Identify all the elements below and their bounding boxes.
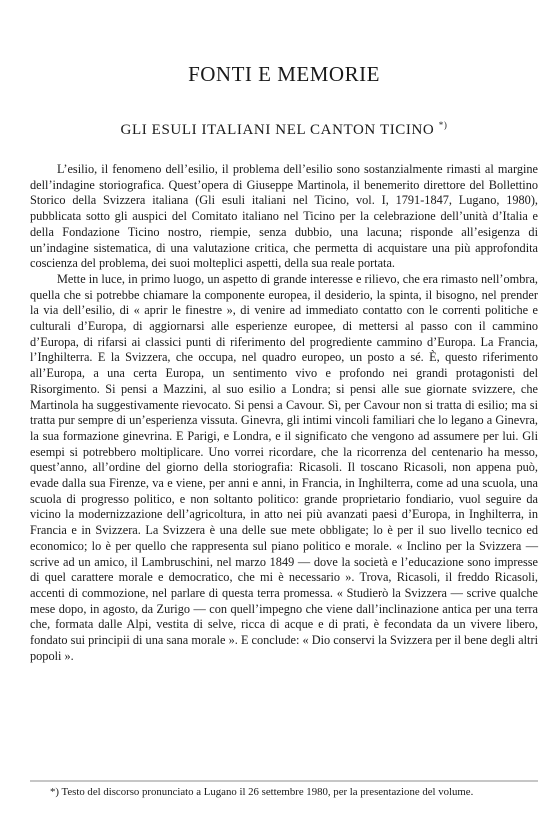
section-title: FONTI E MEMORIE xyxy=(188,62,380,86)
body-paragraph: Mette in luce, in primo luogo, un aspetto di grande interesse e rilievo, che era rimasto nell’ombra, quella che si potrebbe chiamare la componente europea, il desiderio, la spinta, il bisogno, nel prender la via dell’esilio, di « aprir le finestre », di venire ad immediato contatto con le correnti politiche e culturali d’Europa, di aggiornarsi alle esperienze europee, di mettersi al passo con il cammino d’Europa, di rifarsi ai classici punti di riferimento del progrediente cammino d’Europa. La Francia, l’Inghilterra. E la Svizzera, che occupa, nel quadro europeo, un posto a sé. È, questo riferimento all’Europa, a una certa Europa, un sentimento vivo e profondo nei grandi protagonisti del Risorgimento. Si pensi a Mazzini, al suo esilio a Londra; si pensi alle sue giornate svizzere, che Martinola ha suggestivamente rievocato. Si pensi a Cavour. Sì, per Cavour non si tratta di esilio; ma si tratta pur sempre di un’esperienza vissuta. Ginevra, gli intimi vincoli familiari che lo legano a Ginevra, la sua formazione ginevrina. E Parigi, e Londra, e il significato che vengono ad assumere per lui. Gli esempi si potrebbero moltiplicare. Uno vorrei ricordare, che la ricorrenza del centenario ha messo, quest’anno, all’ordine del giorno della storiografia: Ricasoli. Il toscano Ricasoli, non appena può, evade dalla sua Firenze, va e viene, per anni e anni, in Francia, in Inghilterra, come ad una scuola, una scuola di progresso politico, e non soltanto politico: grande proprietario fondiario, vuol seguire da vicino la modernizzazione dell’agricoltura, in atto nei più avanzati paesi d’Europa, in Inghilterra, in Francia e in Svizzera. La Svizzera è una delle sue mete obbligate; lo è per il suo livello tecnico ed economico; lo è per quello che rappresenta sul piano politico e morale. « Inclino per la Svizzera — scrive ad un amico, il Lambruschini, nel marzo 1849 — dove la società e l’educazione sono impresse di quel carattere morale e democratico, che mi è necessario ». Trova, Ricasoli, il freddo Ricasoli, accenti di commozione, nel parlare di questa terra promessa. « Studierò la Svizzera — scrive qualche mese dopo, in agosto, da Zurigo — con quell’impegno che viene dall’inclinazione antica per una terra che, formata dalle Alpi, vestita di selve, ricca di acque e di prati, è fecondata da un vivere libero, fondato sui principii di una sana morale ». E conclude: « Dio conservi la Svizzera per il bene degli altri popoli ». xyxy=(30,271,538,663)
footnote: *) Testo del discorso pronunciato a Lugano il 26 settembre 1980, per la presentazione del volume. xyxy=(50,786,474,798)
footnote-separator xyxy=(30,780,538,782)
footnote-marker: *) xyxy=(438,120,448,130)
body-paragraph: L’esilio, il fenomeno dell’esilio, il problema dell’esilio sono sostanzialmente rimasti al margine dell’indagine storiografica. Quest’opera di Giuseppe Martinola, il benemerito direttore del Bollettino Storico della Svizzera italiana (Gli esuli italiani nel Ticino, vol. I, 1791-1847, Lugano, 1980), pubblicata sotto gli auspici del Comitato italiano nel Ticino per la celebrazione dell’unità d’Italia e della Fondazione Ticino nostro, riempie, senza dubbio, una lacuna; risponde all’esigenza di un’indagine sistematica, di una valutazione critica, che permetta di acquistare una più approfondita coscienza del problema, dei suoi molteplici aspetti, della sua reale portata. xyxy=(30,162,538,271)
article-title xyxy=(30,120,538,139)
article-title-text: GLI ESULI ITALIANI NEL CANTON TICINO xyxy=(120,122,435,138)
article-body xyxy=(30,162,538,665)
